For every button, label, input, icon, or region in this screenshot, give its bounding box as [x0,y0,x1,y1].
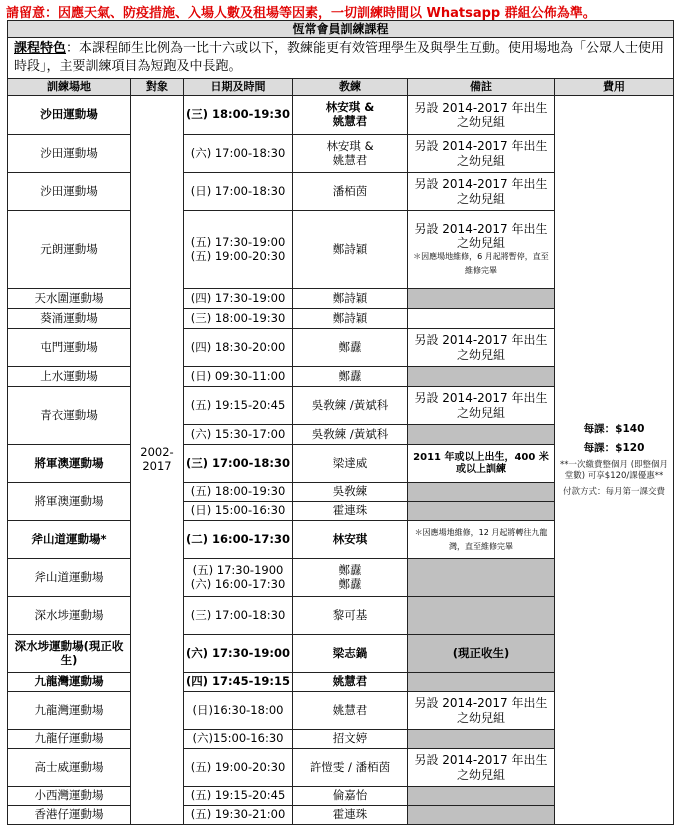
time-slot: (五) 17:30-19:00 [190,234,286,249]
remarks-cell [408,787,555,806]
fee-payment-note: 付款方式：每月第一課交費 [563,486,666,497]
coach-name: 姚慧君 [332,152,368,167]
coach-name: 鄭纛 [338,576,362,591]
coach-cell: 梁志鍋 [293,635,408,673]
remarks-cell [408,502,555,521]
intro-text: ：本課程師生比例為一比十六或以下，教練能更有效管理學生及與學生互動。使用場地為「公眾人士使用時段」，主要訓練項目為短跑及中長跑。 [14,41,665,74]
remarks-cell [408,521,555,559]
venue-cell: 將軍澳運動場 [8,483,131,521]
time-cell [184,559,293,597]
header-venue: 訓練場地 [8,79,131,96]
coach-name: 姚慧君 [332,114,368,128]
time-cell: (六) 17:00-18:30 [184,135,293,173]
venue-cell: 將軍澳運動場 [8,445,131,483]
remarks-cell: 另設 2014-2017 年出生之幼兒組 [408,692,555,730]
remarks-cell: (現正收生) [408,635,555,673]
header-coach: 教練 [293,79,408,96]
coach-cell: 倫嘉怡 [293,787,408,806]
time-cell: (三) 17:00-18:30 [184,597,293,635]
time-cell: (四) 18:30-20:00 [184,329,293,367]
venue-cell: 沙田運動場 [8,135,131,173]
venue-cell: 九龍灣運動場 [8,692,131,730]
venue-cell: 天水圍運動場 [8,289,131,309]
time-cell: (四) 17:45-19:15 [184,673,293,692]
time-cell: (六) 17:30-19:00 [184,635,293,673]
coach-cell: 鄭纛 [293,329,408,367]
remarks-cell [408,367,555,387]
time-slot: (六) 16:00-17:30 [190,576,286,591]
coach-cell: 黎可基 [293,597,408,635]
coach-cell: 鄭詩穎 [293,289,408,309]
venue-cell: 香港仔運動場 [8,806,131,825]
remarks-cell [408,730,555,749]
time-cell: (二) 16:00-17:30 [184,521,293,559]
coach-cell: 鄭纛 [293,367,408,387]
intro-label: 課程特色 [14,41,67,57]
coach-cell [293,559,408,597]
header-target: 對象 [131,79,184,96]
time-cell: (五) 19:15-20:45 [184,787,293,806]
fee-monthly: 每課：$140 [583,423,645,436]
venue-cell: 斧山道運動場 [8,559,131,597]
coach-cell: 霍連珠 [293,502,408,521]
coach-cell: 吳敎練 /黃斌科 [293,425,408,445]
venue-cell: 九龍仔運動場 [8,730,131,749]
venue-cell: 青衣運動場 [8,387,131,445]
remarks-note: ＊因應場地維修，6 月起將暫停，直至維修完畢 [413,252,549,275]
time-cell: (五) 19:00-20:30 [184,749,293,787]
remarks-note: ＊因應場地維修，12 月起將轉往九龍灣，直至維修完畢 [414,527,548,551]
coach-name: 鄭纛 [338,562,362,577]
target-cell: 2002-2017 [131,96,184,825]
remarks-cell [408,483,555,502]
remarks-cell [408,211,555,289]
table-row [8,96,674,135]
coach-name: 林安琪 & [325,100,375,115]
venue-cell: 高士威運動場 [8,749,131,787]
venue-cell: 上水運動場 [8,367,131,387]
coach-cell: 吳敎練 /黃斌科 [293,387,408,425]
header-fee: 費用 [555,79,674,96]
coach-cell: 許愷雯 / 潘栢茵 [293,749,408,787]
time-cell: (日) 17:00-18:30 [184,173,293,211]
time-cell: (三) 17:00-18:30 [184,445,293,483]
remarks-cell [408,425,555,445]
remarks-cell: 另設 2014-2017 年出生之幼兒組 [408,329,555,367]
remarks-cell [408,806,555,825]
coach-cell: 鄭詩穎 [293,309,408,329]
remarks-cell [408,597,555,635]
venue-cell: 小西灣運動場 [8,787,131,806]
fee-discount-note: **一次繳費整個月 (即整個月堂數) 可享$120/課優惠** [560,460,669,481]
venue-cell: 葵涌運動場 [8,309,131,329]
time-cell: (六) 15:30-17:00 [184,425,293,445]
coach-cell: 霍連珠 [293,806,408,825]
time-slot: (五) 17:30-1900 [192,562,284,577]
table-title: 恆常會員訓練課程 [8,21,674,38]
remarks-cell: 另設 2014-2017 年出生之幼兒組 [408,96,555,135]
time-cell: (日) 09:30-11:00 [184,367,293,387]
remarks-cell [408,673,555,692]
remarks-cell: 另設 2014-2017 年出生之幼兒組 [408,387,555,425]
time-cell: (六)15:00-16:30 [184,730,293,749]
header-row [8,79,674,96]
remarks-cell [408,559,555,597]
remarks-cell: 另設 2014-2017 年出生之幼兒組 [408,749,555,787]
venue-cell: 斧山道運動場* [8,521,131,559]
header-datetime: 日期及時間 [184,79,293,96]
remarks-cell: 另設 2014-2017 年出生之幼兒組 [408,173,555,211]
fee-cell [555,96,674,825]
header-remarks: 備註 [408,79,555,96]
venue-cell: 沙田運動場 [8,173,131,211]
coach-cell [293,135,408,173]
fee-single: 每課：$120 [583,441,645,454]
time-cell: (五) 19:15-20:45 [184,387,293,425]
remarks-cell [408,289,555,309]
coach-cell: 鄭詩穎 [293,211,408,289]
remarks-cell: 2011 年或以上出生，400 米或以上訓練 [408,445,555,483]
coach-cell: 姚慧君 [293,673,408,692]
coach-cell: 吳敎練 [293,483,408,502]
coach-cell: 梁達威 [293,445,408,483]
time-cell: (三) 18:00-19:30 [184,96,293,135]
time-cell: (日) 15:00-16:30 [184,502,293,521]
venue-cell: 沙田運動場 [8,96,131,135]
time-cell: (五) 19:30-21:00 [184,806,293,825]
time-slot: (五) 19:00-20:30 [190,248,286,263]
venue-cell: 九龍灣運動場 [8,673,131,692]
time-cell: (四) 17:30-19:00 [184,289,293,309]
training-schedule-table [7,20,674,825]
time-cell: (三) 18:00-19:30 [184,309,293,329]
time-cell: (五) 18:00-19:30 [184,483,293,502]
time-cell [184,211,293,289]
venue-cell: 屯門運動場 [8,329,131,367]
time-cell: (日)16:30-18:00 [184,692,293,730]
coach-cell [293,96,408,135]
remarks-cell [408,309,555,329]
coach-cell: 潘栢茵 [293,173,408,211]
course-intro [8,38,674,79]
venue-cell: 深水埗運動場(現正收生) [8,635,131,673]
notice-text: 請留意：因應天氣、防疫措施、入場人數及租場等因素，一切訓練時間以 Whatsapp 群組公佈為準。 [6,6,596,21]
coach-cell: 林安琪 [293,521,408,559]
coach-cell: 姚慧君 [293,692,408,730]
coach-cell: 招文婷 [293,730,408,749]
remarks-cell: 另設 2014-2017 年出生之幼兒組 [408,135,555,173]
coach-name: 林安琪 & [326,138,374,153]
venue-cell: 深水埗運動場 [8,597,131,635]
remarks-text: 另設 2014-2017 年出生之幼兒組 [414,221,548,250]
venue-cell: 元朗運動場 [8,211,131,289]
